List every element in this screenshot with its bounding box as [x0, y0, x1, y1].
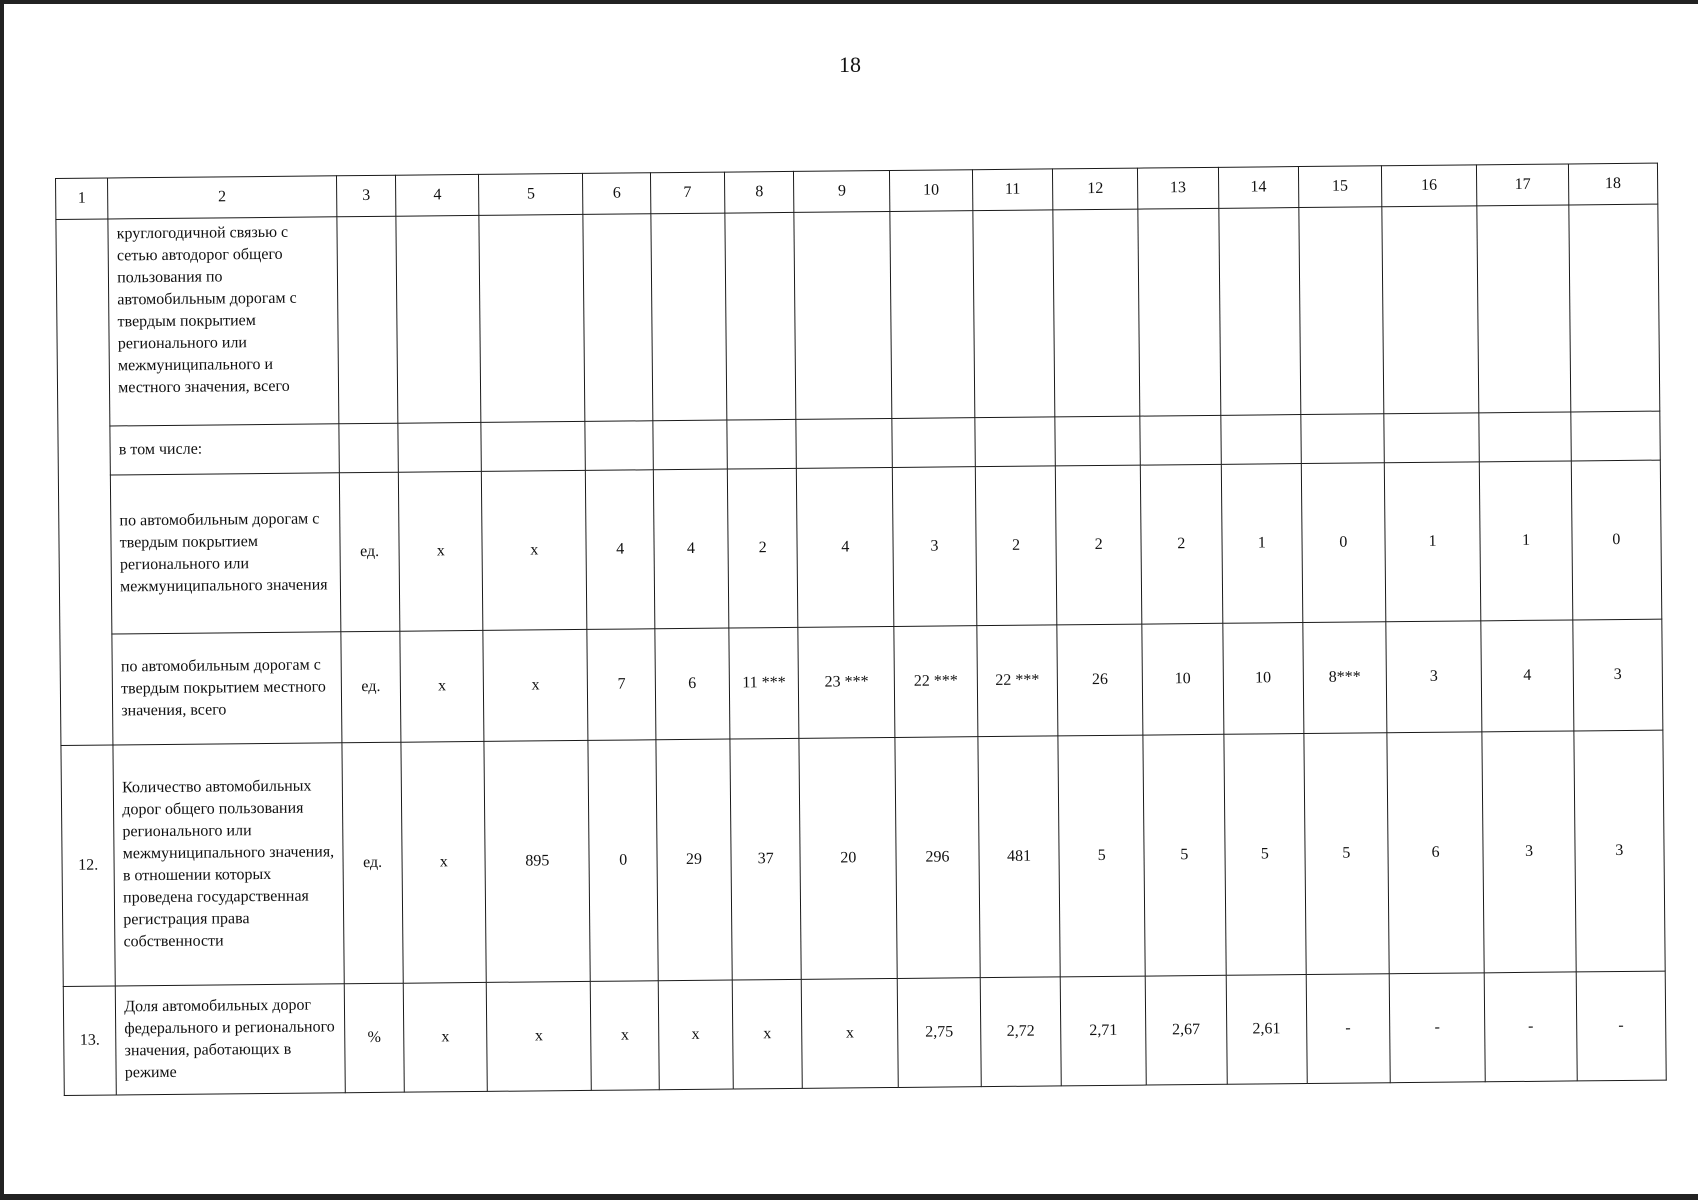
- value-cell: 22 ***: [977, 625, 1059, 737]
- value-cell: -: [1306, 974, 1390, 1084]
- table-row: [56, 204, 1660, 426]
- page-border-bottom: [0, 1194, 1698, 1200]
- header-cell: 12: [1053, 168, 1138, 210]
- value-cell: 20: [799, 737, 897, 979]
- value-cell: 296: [895, 737, 980, 979]
- header-cell: 15: [1298, 166, 1381, 208]
- data-table: [55, 163, 1667, 1096]
- empty-cell: [396, 215, 481, 423]
- header-cell: 16: [1381, 165, 1477, 207]
- value-cell: 0: [1301, 463, 1385, 623]
- value-cell: 4: [1481, 620, 1573, 732]
- value-cell: 23 ***: [798, 626, 895, 738]
- value-cell: 481: [978, 736, 1061, 978]
- unit-cell: ед.: [340, 631, 401, 743]
- table-row: [58, 460, 1661, 634]
- value-cell: x: [658, 980, 733, 1090]
- value-cell: 0: [588, 740, 658, 982]
- empty-cell: [1055, 416, 1140, 466]
- value-cell: 5: [1143, 734, 1226, 976]
- value-cell: 1: [1480, 461, 1573, 621]
- value-cell: 22 ***: [894, 626, 978, 738]
- unit-cell: ед.: [339, 472, 400, 632]
- header-cell: 13: [1138, 167, 1219, 209]
- value-cell: x: [732, 979, 803, 1089]
- value-cell: 5: [1058, 735, 1145, 977]
- header-cell: 2: [108, 176, 337, 219]
- value-cell: 2,67: [1145, 975, 1227, 1085]
- value-cell: 2: [727, 468, 798, 628]
- empty-cell: [1138, 208, 1220, 416]
- empty-cell: [1383, 413, 1479, 463]
- value-cell: x: [802, 978, 899, 1088]
- row-description: Доля автомобильных дорог федерального и регионального значения, работающих в режиме: [115, 984, 344, 1095]
- table-row: [60, 619, 1663, 745]
- value-cell: -: [1389, 973, 1486, 1083]
- value-cell: -: [1576, 971, 1666, 1081]
- value-cell: x: [483, 629, 588, 741]
- value-cell: -: [1485, 972, 1577, 1082]
- empty-cell: [890, 211, 975, 419]
- empty-cell: [481, 421, 586, 471]
- header-cell: 4: [396, 174, 479, 216]
- row-description: в том числе:: [110, 424, 339, 475]
- header-cell: 10: [890, 170, 973, 212]
- empty-cell: [1571, 411, 1661, 461]
- empty-cell: [796, 418, 892, 468]
- header-cell: 7: [650, 172, 724, 214]
- header-cell: 17: [1477, 164, 1569, 206]
- empty-cell: [1218, 208, 1300, 416]
- value-cell: 1: [1221, 464, 1303, 624]
- value-cell: 3: [1574, 730, 1666, 972]
- row-number-cell: 12.: [61, 745, 116, 986]
- value-cell: x: [400, 630, 484, 742]
- value-cell: 11 ***: [729, 627, 800, 739]
- value-cell: 10: [1142, 623, 1224, 735]
- value-cell: 3: [1385, 621, 1482, 733]
- value-cell: x: [399, 471, 483, 631]
- row-number-cell: [56, 219, 113, 745]
- value-cell: 26: [1057, 624, 1143, 736]
- value-cell: 5: [1304, 733, 1389, 975]
- empty-cell: [1301, 414, 1384, 464]
- value-cell: 2,71: [1060, 976, 1146, 1086]
- page-border-left: [0, 0, 4, 1200]
- value-cell: x: [401, 741, 486, 983]
- empty-cell: [1479, 412, 1571, 462]
- value-cell: 2: [1056, 465, 1142, 625]
- value-cell: 6: [655, 628, 730, 740]
- page-number: 18: [839, 52, 861, 77]
- empty-cell: [336, 216, 398, 424]
- value-cell: 37: [730, 738, 802, 980]
- value-cell: 2,72: [980, 977, 1062, 1087]
- empty-cell: [1381, 206, 1479, 414]
- empty-cell: [1053, 209, 1140, 417]
- value-cell: 6: [1387, 732, 1485, 974]
- value-cell: 4: [797, 467, 894, 627]
- value-cell: 2: [975, 466, 1057, 626]
- empty-cell: [479, 214, 585, 422]
- value-cell: 0: [1571, 460, 1662, 620]
- value-cell: 4: [653, 469, 728, 629]
- empty-cell: [1477, 205, 1570, 413]
- header-cell: 11: [972, 169, 1053, 211]
- value-cell: 4: [586, 470, 655, 630]
- empty-cell: [892, 418, 975, 468]
- empty-cell: [338, 423, 398, 473]
- header-cell: 3: [336, 175, 396, 217]
- value-cell: x: [486, 981, 591, 1091]
- empty-cell: [653, 420, 727, 470]
- header-cell: 18: [1568, 163, 1658, 205]
- header-cell: 8: [724, 171, 794, 213]
- header-cell: 9: [794, 170, 890, 212]
- value-cell: 29: [656, 739, 732, 981]
- value-cell: 10: [1222, 623, 1304, 735]
- value-cell: 3: [1482, 731, 1576, 973]
- header-cell: 14: [1218, 167, 1299, 209]
- row-number-cell: 13.: [63, 986, 116, 1095]
- empty-cell: [725, 212, 797, 420]
- empty-cell: [585, 421, 653, 471]
- empty-cell: [651, 213, 727, 421]
- header-cell: 5: [479, 173, 584, 215]
- value-cell: 3: [1572, 619, 1662, 731]
- empty-cell: [398, 422, 481, 472]
- value-cell: 3: [892, 467, 976, 627]
- unit-cell: ед.: [342, 742, 404, 984]
- empty-cell: [973, 210, 1055, 418]
- row-description: круглогодичной связью с сетью автодорог общего пользования по автомобильным дорогам с твердым покрытием регионального или межмуниципального и местного значения, всего: [108, 217, 338, 426]
- empty-cell: [727, 419, 797, 469]
- value-cell: 2: [1140, 464, 1222, 624]
- value-cell: x: [404, 982, 488, 1092]
- empty-cell: [975, 417, 1056, 467]
- value-cell: x: [481, 470, 587, 630]
- value-cell: 8***: [1303, 622, 1387, 734]
- header-cell: 6: [583, 173, 651, 215]
- value-cell: 2,61: [1226, 975, 1308, 1085]
- empty-cell: [583, 214, 652, 422]
- table-container: [55, 163, 1667, 1096]
- value-cell: 895: [484, 740, 591, 982]
- value-cell: 1: [1384, 462, 1481, 622]
- empty-cell: [794, 211, 892, 419]
- unit-cell: %: [344, 983, 405, 1093]
- value-cell: x: [591, 981, 659, 1091]
- empty-cell: [1569, 204, 1660, 412]
- value-cell: 5: [1223, 734, 1306, 976]
- empty-cell: [1220, 415, 1301, 465]
- table-row: [61, 730, 1665, 986]
- row-description: по автомобильным дорогам с твердым покрытием местного значения, всего: [112, 632, 341, 745]
- table-row: [63, 971, 1666, 1095]
- empty-cell: [1140, 415, 1221, 465]
- header-cell: 1: [56, 178, 109, 219]
- page-border-top: [0, 0, 1698, 4]
- empty-cell: [1299, 207, 1384, 415]
- row-description: Количество автомобильных дорог общего пользования регионального или межмуниципального значения, в отношении которых проведена государственная регистрация права собственности: [113, 743, 344, 986]
- row-description: по автомобильным дорогам с твердым покрытием регионального или межмуниципального значения: [111, 473, 341, 634]
- value-cell: 2,75: [897, 978, 981, 1088]
- value-cell: 7: [587, 629, 655, 741]
